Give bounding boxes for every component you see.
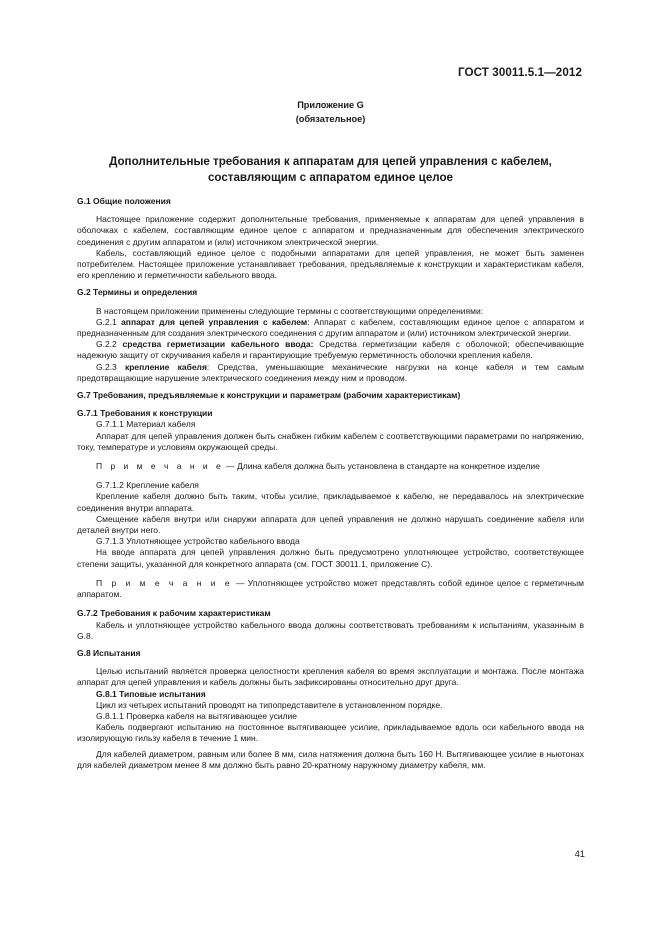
term-g2-2-term: средства герметизации кабельного ввода: xyxy=(122,339,314,350)
section-g72-paragraph: Кабель и уплотняющее устройство кабельного ввода должны соответствовать требованиям к испытаниям, указанным в G.8. xyxy=(77,619,584,641)
section-g2-intro: В настоящем приложении применены следующие термины с соответствующими определениями: xyxy=(96,305,484,316)
standard-id: ГОСТ 30011.5.1—2012 xyxy=(457,66,582,79)
section-g81-heading: G.8.1 Типовые испытания xyxy=(96,688,206,699)
section-g8-heading: G.8 Испытания xyxy=(77,647,141,658)
term-g2-3-definition: : Средства, уменьшающие механические нагрузки на конце кабеля и тем самым предотвращающие нарушение электрического соединения между ним и проводом. xyxy=(77,361,584,383)
section-g71-heading: G.7.1 Требования к конструкции xyxy=(77,408,213,419)
annex-status: (обязательное) xyxy=(295,114,366,124)
document-body xyxy=(77,196,584,771)
term-g2-1 xyxy=(77,317,584,339)
section-g713-heading: G.7.1.3 Уплотняющее устройство кабельного ввода xyxy=(96,536,300,547)
annex-header xyxy=(0,98,661,126)
note-1-text: — Длина кабеля должна быть установлена в стандарте на конкретное изделие xyxy=(223,461,540,472)
section-g8-paragraph: Целью испытаний является проверка целостности крепления кабеля во время эксплуатации и монтажа. После монтажа аппарат для цепей управления и кабель должны быть зафиксированы относительно друг друга. xyxy=(77,666,584,688)
note-2 xyxy=(77,578,584,600)
page-number: 41 xyxy=(574,848,585,859)
annex-title-line-1: Дополнительные требования к аппаратам для цепей управления с кабелем, xyxy=(109,155,552,168)
term-g2-2-number: G.2.2 xyxy=(96,339,123,350)
annex-label: Приложение G xyxy=(297,100,364,110)
note-2-text: — Уплотняющее устройство может представлять собой единое целое с герметичным аппаратом. xyxy=(77,577,584,600)
section-g711-paragraph: Аппарат для цепей управления должен быть снабжен гибким кабелем с соответствующими параметрами по напряжению, току, температуре и условиям окружающей среды. xyxy=(77,430,584,452)
term-g2-2 xyxy=(77,339,584,361)
term-g2-2-definition: Средства герметизации кабеля с оболочкой; обеспечивающие надежную защиту от скручивания кабеля и гарантирующие требуемую герметичность оболочки крепления кабеля. xyxy=(77,339,584,361)
section-g1-paragraph-1: Настоящее приложение содержит дополнительные требования, применяемые к аппаратам для цепей управления в оболочках с кабелем, составляющим единое целое с аппаратом и предназначенным для обеспечения электрического соединения с другим аппаратом и (или) источником электрической энергии. xyxy=(77,214,584,247)
term-g2-1-number: G.2.1 xyxy=(96,316,122,327)
note-1-label: П р и м е ч а н и е xyxy=(96,461,224,472)
term-g2-1-term: аппарат для цепей управления с кабелем xyxy=(121,316,308,327)
section-g7-heading: G.7 Требования, предъявляемые к конструкции и параметрам (рабочим характеристикам) xyxy=(77,390,461,401)
section-g1-heading: G.1 Общие положения xyxy=(77,196,171,206)
term-g2-3-term: крепление кабеля xyxy=(124,361,207,372)
section-g712-paragraph-2: Смещение кабеля внутри или снаружи аппарата для цепей управления не должно нарушать соединение кабеля или деталей внутри него. xyxy=(77,513,584,536)
section-g811-paragraph-2: Для кабелей диаметром, равным или более 8 мм, сила натяжения должна быть 160 Н. Вытягивающее усилие в ньютонах для кабелей диаметром менее 8 мм должно быть равно 20-кратному наружному диаметру кабеля, мм. xyxy=(77,748,584,770)
term-g2-1-definition: : Аппарат с кабелем, составляющим единое целое с аппаратом и предназначенным для создания электрического соединения с другим аппаратом и (или) источником электрической энергии. xyxy=(77,316,585,339)
term-g2-3 xyxy=(77,362,584,384)
section-g712-paragraph-1: Крепление кабеля должно быть таким, чтобы усилие, прикладываемое к кабелю, не передавалось на электрические соединения внутри аппарата. xyxy=(77,491,584,513)
section-g72-heading: G.7.2 Требования к рабочим характеристикам xyxy=(77,608,271,619)
term-g2-3-number: G.2.3 xyxy=(96,361,125,372)
note-2-label: П р и м е ч а н и е xyxy=(96,577,233,588)
section-g811-heading: G.8.1.1 Проверка кабеля на вытягивающее усилие xyxy=(96,710,298,721)
annex-title-line-2: составляющим с аппаратом единое целое xyxy=(207,171,454,184)
section-g712-heading: G.7.1.2 Крепление кабеля xyxy=(96,480,199,491)
annex-title xyxy=(70,154,591,186)
note-1 xyxy=(77,461,584,472)
section-g713-paragraph: На вводе аппарата для цепей управления должно быть предусмотрено уплотняющее устройство, соответствующее степени защиты, указанной для конкретного аппарата (см. ГОСТ 30011.1, приложение С). xyxy=(77,547,584,569)
section-g811-paragraph-1: Кабель подвергают испытанию на постоянное вытягивающее усилие, прикладываемое вдоль оси кабельного ввода на изолирующую гильзу кабеля в течение 1 мин. xyxy=(77,722,584,744)
section-g81-paragraph: Цикл из четырех испытаний проводят на типопредставителе в установленном порядке. xyxy=(96,699,443,710)
section-g2-heading: G.2 Термины и определения xyxy=(77,287,198,298)
section-g711-heading: G.7.1.1 Материал кабеля xyxy=(96,419,196,430)
section-g1-paragraph-2: Кабель, составляющий единое целое с подобными аппаратами для цепей управления, не может быть заменен потребителем. Настоящее приложение устанавливает требования, предъявляемые к конструкции и характеристикам кабеля, его креплению и герметичности кабельного ввода. xyxy=(77,247,584,281)
